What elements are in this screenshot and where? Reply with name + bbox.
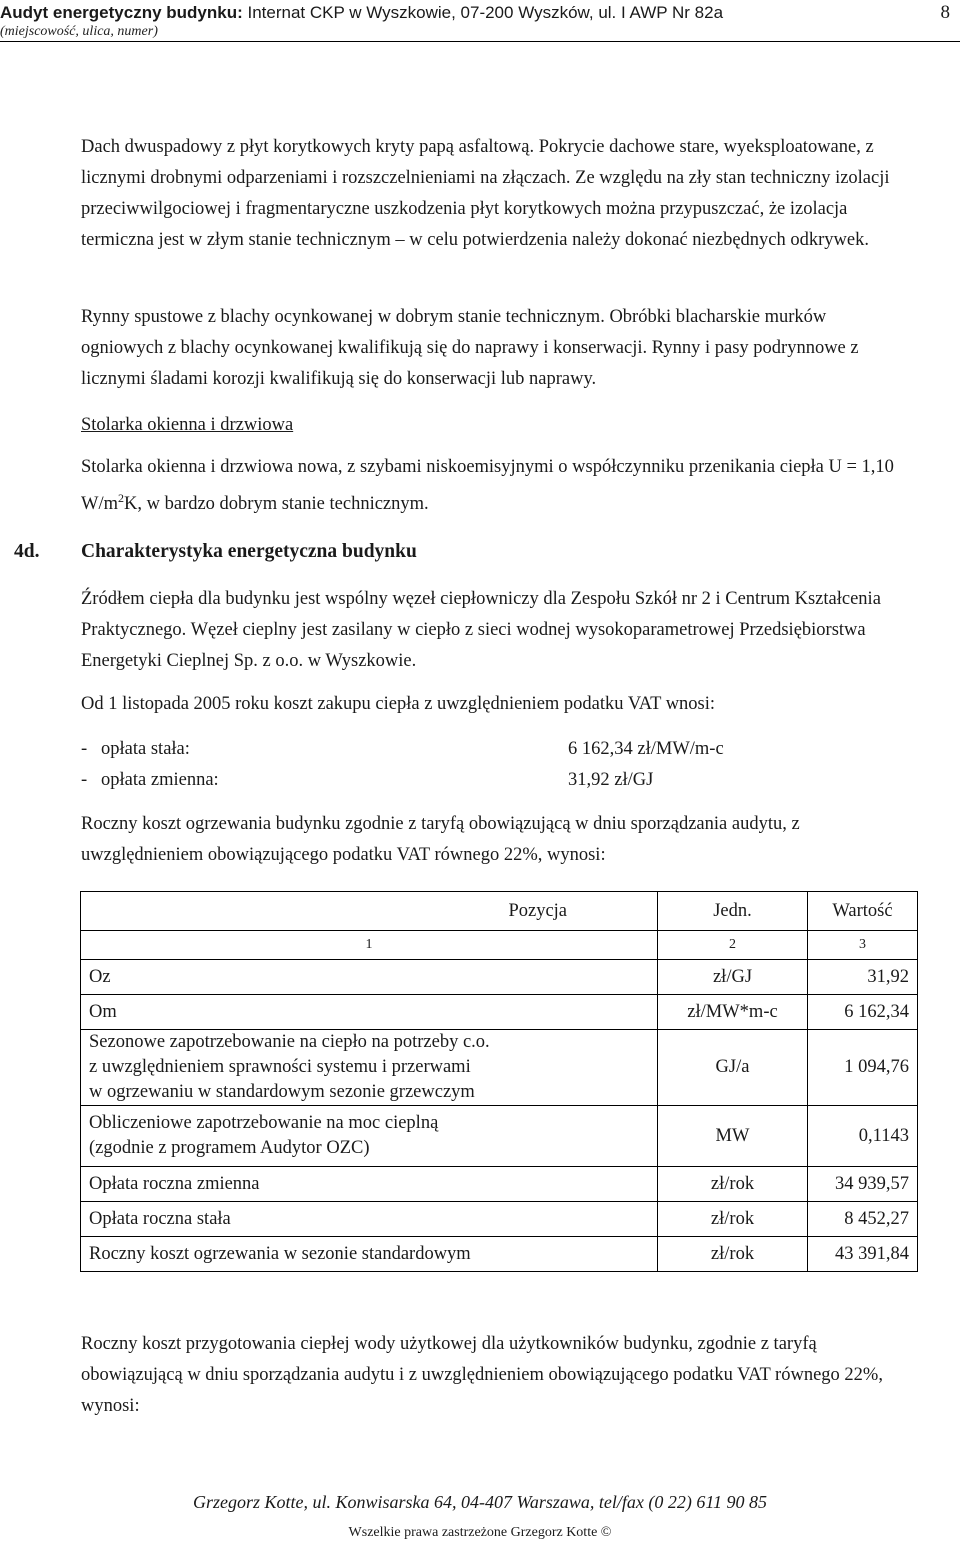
- cell-wartosc: 43 391,84: [808, 1237, 918, 1272]
- heating-cost-table: [80, 891, 918, 1272]
- cell-pozycja: Om: [81, 995, 658, 1030]
- fee-value: 31,92 zł/GJ: [568, 770, 654, 790]
- fee-label: - opłata stała:: [81, 739, 190, 759]
- section-number: 4d.: [14, 541, 40, 562]
- cell-pozycja: Opłata roczna stała: [81, 1202, 658, 1237]
- document-title-address: Internat CKP w Wyszkowie, 07-200 Wyszków, ul. I AWP Nr 82a: [242, 3, 724, 22]
- table-row: [81, 995, 918, 1030]
- joinery-text-end: K, w bardzo dobrym stanie technicznym.: [124, 494, 429, 515]
- cell-wartosc: 6 162,34: [808, 995, 918, 1030]
- fee-value: 6 162,34 zł/MW/m-c: [568, 739, 724, 759]
- column-number: 2: [658, 931, 808, 960]
- header-rule: [0, 41, 960, 42]
- document-title: [0, 3, 723, 23]
- header-jedn: Jedn.: [658, 892, 808, 931]
- cell-jedn: zł/rok: [658, 1202, 808, 1237]
- document-title-bold: Audyt energetyczny budynku:: [0, 3, 243, 22]
- fee-label: - opłata zmienna:: [81, 770, 219, 790]
- cell-jedn: zł/rok: [658, 1167, 808, 1202]
- document-subtitle: (miejscowość, ulica, numer): [0, 24, 158, 39]
- table-row: [81, 1030, 918, 1106]
- joinery-superscript: 2: [118, 491, 124, 505]
- cost-intro-paragraph: Od 1 listopada 2005 roku koszt zakupu ciepła z uwzględnieniem podatku VAT wnosi:: [81, 694, 716, 714]
- cell-pozycja: Roczny koszt ogrzewania w sezonie standardowym: [81, 1237, 658, 1272]
- cell-pozycja: Obliczeniowe zapotrzebowanie na moc cieplną (zgodnie z programem Audytor OZC): [81, 1106, 658, 1167]
- joinery-paragraph: [81, 452, 901, 520]
- joinery-text-start: Stolarka okienna i drzwiowa nowa, z szybami niskoemisyjnymi o współczynniku przenikania ciepła U = 1,10 W/m: [81, 457, 894, 515]
- table-column-number-row: [81, 931, 918, 960]
- heat-source-paragraph: Źródłem ciepła dla budynku jest wspólny węzeł ciepłowniczy dla Zespołu Szkół nr 2 i Centrum Kształcenia Praktycznego. Węzeł cieplny jest zasilany w ciepło z sieci wodnej wysokoparametrowej Przedsiębiorstwa Energetyki Cieplnej Sp. z o.o. w Wyszkowie.: [81, 589, 881, 671]
- cell-wartosc: 0,1143: [808, 1106, 918, 1167]
- table-row: [81, 1167, 918, 1202]
- roof-paragraph: Dach dwuspadowy z płyt korytkowych kryty papą asfaltową. Pokrycie dachowe stare, wyeksploatowane, z licznymi drobnymi odparzeniami i rozszczelnieniami na złączach. Ze względu na zły stan techniczny izolacji przeciwwilgociowej i fragmentaryczne uszkodzenia płyt korytkowych można przypuszczać, że izolacja termiczna jest w złym stanie technicznym – w celu potwierdzenia należy dokonać niezbędnych odkrywek.: [81, 137, 890, 250]
- cell-pozycja: Sezonowe zapotrzebowanie na ciepło na potrzeby c.o. z uwzględnieniem sprawności systemu i przerwami w ogrzewaniu w standardowym sezonie grzewczym: [81, 1030, 658, 1106]
- cell-wartosc: 31,92: [808, 960, 918, 995]
- section-title: Charakterystyka energetyczna budynku: [81, 541, 417, 562]
- hot-water-paragraph: Roczny koszt przygotowania ciepłej wody użytkowej dla użytkowników budynku, zgodnie z taryfą obowiązującą w dniu sporządzania audytu i z uwzględnieniem obowiązującego podatku VAT równego 22%, wynosi:: [81, 1334, 883, 1416]
- page-header: [0, 0, 960, 45]
- annual-intro-paragraph: Roczny koszt ogrzewania budynku zgodnie z taryfą obowiązującą w dniu sporządzania audytu, z uwzględnieniem obowiązującego podatku VAT równego 22%, wynosi:: [81, 814, 800, 865]
- footer-rights: Wszelkie prawa zastrzeżone Grzegorz Kotte ©: [348, 1525, 612, 1540]
- fee-row-variable: [81, 765, 901, 796]
- cell-wartosc: 1 094,76: [808, 1030, 918, 1106]
- table-row: [81, 960, 918, 995]
- cell-jedn: zł/rok: [658, 1237, 808, 1272]
- table-row: [81, 1237, 918, 1272]
- cell-jedn: zł/MW*m-c: [658, 995, 808, 1030]
- cell-pozycja: Opłata roczna zmienna: [81, 1167, 658, 1202]
- joinery-heading: Stolarka okienna i drzwiowa: [81, 415, 294, 435]
- page-number: 8: [940, 2, 950, 23]
- cell-wartosc: 34 939,57: [808, 1167, 918, 1202]
- table-row: [81, 1106, 918, 1167]
- cell-pozycja: Oz: [81, 960, 658, 995]
- column-number: 1: [81, 931, 658, 960]
- header-wartosc: Wartość: [808, 892, 918, 931]
- table-header-row: [81, 892, 918, 931]
- fee-row-fixed: [81, 734, 901, 765]
- header-pozycja: Pozycja: [81, 892, 658, 931]
- cell-jedn: zł/GJ: [658, 960, 808, 995]
- cell-wartosc: 8 452,27: [808, 1202, 918, 1237]
- table-row: [81, 1202, 918, 1237]
- gutters-paragraph: Rynny spustowe z blachy ocynkowanej w dobrym stanie technicznym. Obróbki blacharskie murków ogniowych z blachy ocynkowanej kwalifikują się do naprawy i konserwacji. Rynny i pasy podrynnowe z licznymi śladami korozji kwalifikują się do konserwacji lub naprawy.: [81, 307, 859, 389]
- footer-author: Grzegorz Kotte, ul. Konwisarska 64, 04-407 Warszawa, tel/fax (0 22) 611 90 85: [192, 1492, 767, 1512]
- cell-jedn: MW: [658, 1106, 808, 1167]
- column-number: 3: [808, 931, 918, 960]
- cell-jedn: GJ/a: [658, 1030, 808, 1106]
